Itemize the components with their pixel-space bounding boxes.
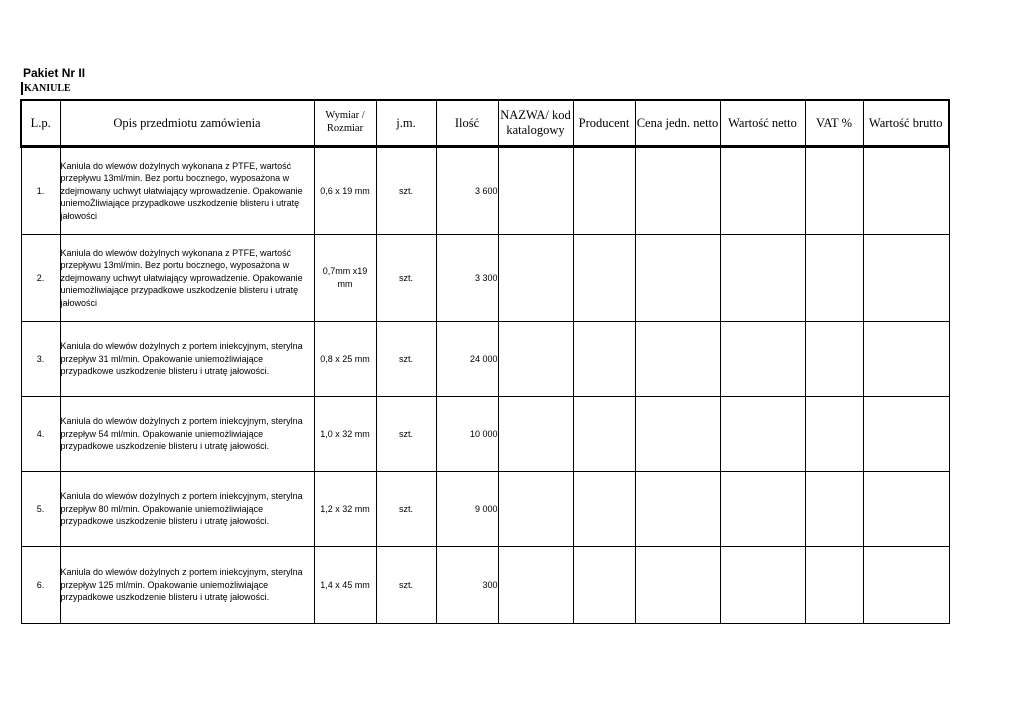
row-description: Kaniula do wlewów dożylnych z portem iniekcyjnym, sterylna przepływ 54 ml/min. Opakowanie uniemożliwiające przypadkowe uszkodzenie blisteru i utratę jałowości. <box>60 397 314 472</box>
row-vat-cell[interactable] <box>805 322 863 397</box>
row-gross-value-cell[interactable] <box>863 235 949 322</box>
table-row <box>21 235 949 322</box>
row-unit: szt. <box>376 235 436 322</box>
header-net-value: Wartość netto <box>720 100 805 147</box>
table-header-row <box>21 100 949 147</box>
table-row <box>21 147 949 235</box>
row-quantity: 300 <box>436 547 498 624</box>
table-row <box>21 322 949 397</box>
row-description: Kaniula do wlewów dożylnych z portem iniekcyjnym, sterylna przepływ 31 ml/min. Opakowanie uniemożliwiające przypadkowe uszkodzenie blisteru i utratę jałowości. <box>60 322 314 397</box>
row-catalog-code-cell[interactable] <box>498 322 573 397</box>
row-size: 1,0 x 32 mm <box>314 397 376 472</box>
package-title: Pakiet Nr II <box>23 66 86 80</box>
row-gross-value-cell[interactable] <box>863 322 949 397</box>
row-size: 1,4 x 45 mm <box>314 547 376 624</box>
row-vat-cell[interactable] <box>805 547 863 624</box>
row-lp: 4. <box>21 397 60 472</box>
row-quantity: 3 600 <box>436 147 498 235</box>
row-gross-value-cell[interactable] <box>863 547 949 624</box>
row-quantity: 24 000 <box>436 322 498 397</box>
category-label: KANIULE <box>21 82 71 95</box>
header-size: Wymiar / Rozmiar <box>314 100 376 147</box>
row-lp: 2. <box>21 235 60 322</box>
row-size: 0,8 x 25 mm <box>314 322 376 397</box>
header-description: Opis przedmiotu zamówienia <box>60 100 314 147</box>
row-net-value-cell[interactable] <box>720 322 805 397</box>
header-lp: L.p. <box>21 100 60 147</box>
header-producer: Producent <box>573 100 635 147</box>
row-unit: szt. <box>376 322 436 397</box>
row-catalog-code-cell[interactable] <box>498 235 573 322</box>
row-quantity: 10 000 <box>436 397 498 472</box>
header-unit-price: Cena jedn. netto <box>635 100 720 147</box>
row-producer-cell[interactable] <box>573 397 635 472</box>
row-gross-value-cell[interactable] <box>863 472 949 547</box>
row-size: 0,6 x 19 mm <box>314 147 376 235</box>
row-catalog-code-cell[interactable] <box>498 547 573 624</box>
row-catalog-code-cell[interactable] <box>498 147 573 235</box>
row-unit: szt. <box>376 147 436 235</box>
row-description: Kaniula do wlewów dożylnych z portem iniekcyjnym, sterylna przepływ 125 ml/min. Opakowanie uniemożliwiające przypadkowe uszkodzenie blisteru i utratę jałowości. <box>60 547 314 624</box>
row-catalog-code-cell[interactable] <box>498 472 573 547</box>
row-lp: 6. <box>21 547 60 624</box>
row-net-value-cell[interactable] <box>720 472 805 547</box>
header-gross-value: Wartość brutto <box>863 100 949 147</box>
row-description: Kaniula do wlewów dożylnych z portem iniekcyjnym, sterylna przepływ 80 ml/min. Opakowanie uniemożliwiające przypadkowe uszkodzenie blisteru i utratę jałowości. <box>60 472 314 547</box>
row-gross-value-cell[interactable] <box>863 147 949 235</box>
row-description: Kaniula do wlewów dożylnych wykonana z PTFE, wartość przepływu 13ml/min. Bez portu bocznego, wyposażona w zdejmowany uchwyt ułatwiający wprowadzenie. Opakowanie uniemoŻliwiające przypadkowe uszkodzenie blisteru i utratę jałowości <box>60 147 314 235</box>
row-unit: szt. <box>376 397 436 472</box>
row-vat-cell[interactable] <box>805 235 863 322</box>
row-producer-cell[interactable] <box>573 472 635 547</box>
header-catalog-code: NAZWA/ kod katalogowy <box>498 100 573 147</box>
row-catalog-code-cell[interactable] <box>498 397 573 472</box>
row-vat-cell[interactable] <box>805 397 863 472</box>
row-size: 0,7mm x19 mm <box>314 235 376 322</box>
row-producer-cell[interactable] <box>573 235 635 322</box>
row-vat-cell[interactable] <box>805 472 863 547</box>
row-net-value-cell[interactable] <box>720 235 805 322</box>
table-row <box>21 397 949 472</box>
row-unit-price-cell[interactable] <box>635 547 720 624</box>
row-unit: szt. <box>376 547 436 624</box>
header-vat: VAT % <box>805 100 863 147</box>
header-quantity: Ilość <box>436 100 498 147</box>
row-size: 1,2 x 32 mm <box>314 472 376 547</box>
header-unit: j.m. <box>376 100 436 147</box>
row-producer-cell[interactable] <box>573 147 635 235</box>
table-row <box>21 472 949 547</box>
row-gross-value-cell[interactable] <box>863 397 949 472</box>
row-quantity: 9 000 <box>436 472 498 547</box>
row-unit-price-cell[interactable] <box>635 147 720 235</box>
row-net-value-cell[interactable] <box>720 147 805 235</box>
row-unit-price-cell[interactable] <box>635 235 720 322</box>
row-net-value-cell[interactable] <box>720 397 805 472</box>
row-vat-cell[interactable] <box>805 147 863 235</box>
row-producer-cell[interactable] <box>573 547 635 624</box>
row-lp: 3. <box>21 322 60 397</box>
row-unit-price-cell[interactable] <box>635 397 720 472</box>
table-row <box>21 547 949 624</box>
row-net-value-cell[interactable] <box>720 547 805 624</box>
row-unit: szt. <box>376 472 436 547</box>
order-table <box>20 99 950 624</box>
row-lp: 1. <box>21 147 60 235</box>
row-unit-price-cell[interactable] <box>635 472 720 547</box>
row-lp: 5. <box>21 472 60 547</box>
row-quantity: 3 300 <box>436 235 498 322</box>
row-description: Kaniula do wlewów dożylnych wykonana z PTFE, wartość przepływu 13ml/min. Bez portu bocznego, wyposażona w zdejmowany uchwyt ułatwiający wprowadzenie. Opakowanie uniemożliwiające przypadkowe uszkodzenie blisteru i utratę jałowości <box>60 235 314 322</box>
row-producer-cell[interactable] <box>573 322 635 397</box>
row-unit-price-cell[interactable] <box>635 322 720 397</box>
